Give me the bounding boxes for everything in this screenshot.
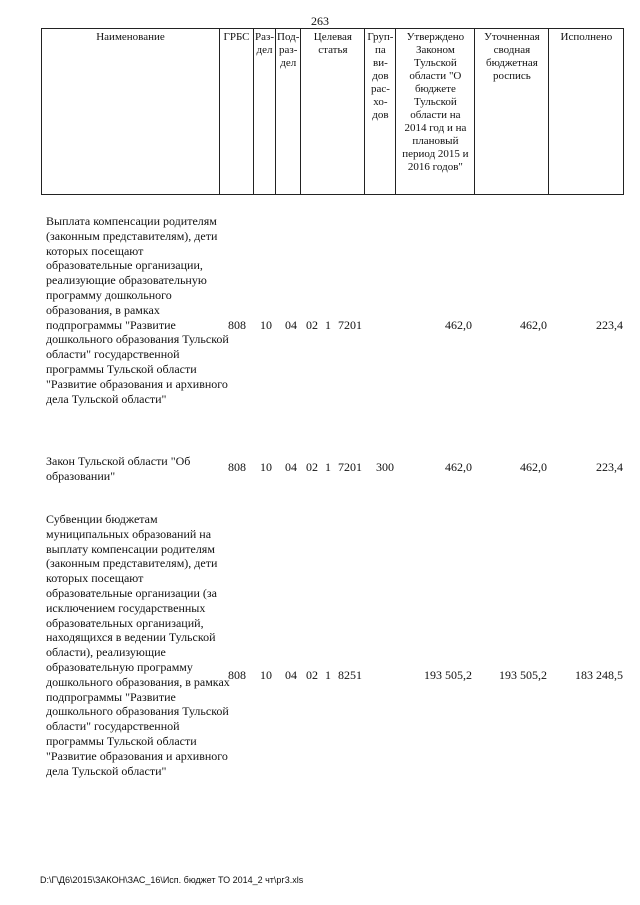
header-expense-type: Груп- па ви- дов рас- хо- дов	[365, 29, 396, 195]
row-cs-code: 8251	[338, 668, 362, 682]
row-expense-type: 300	[376, 460, 394, 474]
header-grbs: ГРБС	[220, 29, 254, 195]
row-name: Выплата компенсации родителям (законным представителям), дети которых посещают образовательные организации, реализующие образовательную программу дошкольного образования, в рамках подпрограммы "Развитие дошкольного образования Тульской области" государственной программы Тульской области "Развитие образования и архивного дела Тульской области"	[46, 214, 229, 406]
row-refined: 193 505,2	[499, 668, 547, 682]
row-name: Субвенции бюджетам муниципальных образований на выплату компенсации родителям (законным представителям), дети которых посещают образовательные организации (за исключением государственных образовательных организаций, находящихся в ведении Тульской области), реализующие образовательную программу дошкольного образования, в рамках подпрограммы "Развитие дошкольного образования Тульской области" государственной программы Тульской области "Развитие образования и архивного дела Тульской области"	[46, 512, 230, 778]
row-approved: 462,0	[445, 460, 472, 474]
row-razdel: 10	[260, 668, 272, 682]
row-razdel: 10	[260, 318, 272, 332]
row-refined: 462,0	[520, 460, 547, 474]
row-cs-code: 7201	[338, 460, 362, 474]
header-name: Наименование	[42, 29, 220, 195]
row-cs-subprogram: 1	[325, 668, 331, 682]
row-executed: 223,4	[596, 318, 623, 332]
row-approved: 462,0	[445, 318, 472, 332]
row-approved: 193 505,2	[424, 668, 472, 682]
row-grbs: 808	[228, 460, 246, 474]
row-executed: 223,4	[596, 460, 623, 474]
header-approved: Утверждено Законом Тульской области "О бюджете Тульской области на 2014 год и на плановый период 2015 и 2016 годов"	[396, 29, 475, 195]
row-refined: 462,0	[520, 318, 547, 332]
row-podrazdel: 04	[285, 668, 297, 682]
row-cs-subprogram: 1	[325, 460, 331, 474]
header-refined: Уточненная сводная бюджетная роспись	[475, 29, 549, 195]
file-path-footer: D:\Г\Д6\2015\ЗАКОН\ЗАС_16\Исп. бюджет ТО 2014_2 чт\рг3.xls	[40, 875, 304, 885]
table-header	[41, 28, 624, 195]
row-podrazdel: 04	[285, 318, 297, 332]
header-razdel: Раз- дел	[254, 29, 276, 195]
header-podrazdel: Под- раз- дел	[276, 29, 301, 195]
page-number: 263	[311, 14, 329, 28]
row-cs-program: 02	[306, 318, 318, 332]
row-grbs: 808	[228, 318, 246, 332]
row-podrazdel: 04	[285, 460, 297, 474]
row-cs-code: 7201	[338, 318, 362, 332]
header-executed: Исполнено	[549, 29, 624, 195]
row-cs-program: 02	[306, 668, 318, 682]
row-grbs: 808	[228, 668, 246, 682]
header-target-article: Целевая статья	[301, 29, 365, 195]
row-name: Закон Тульской области "Об образовании"	[46, 454, 191, 483]
row-cs-program: 02	[306, 460, 318, 474]
row-cs-subprogram: 1	[325, 318, 331, 332]
row-razdel: 10	[260, 460, 272, 474]
row-executed: 183 248,5	[575, 668, 623, 682]
